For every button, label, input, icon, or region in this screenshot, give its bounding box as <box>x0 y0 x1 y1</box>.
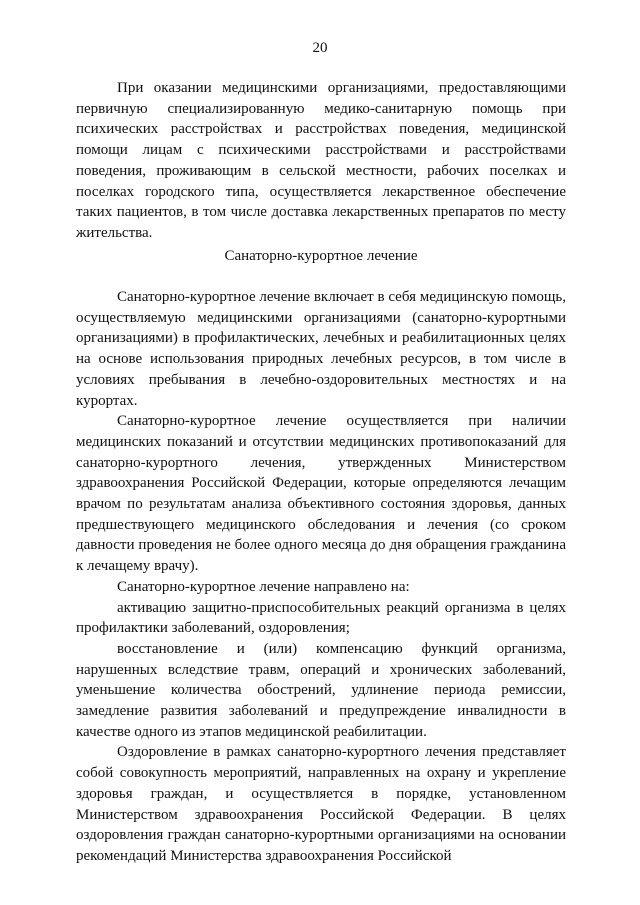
paragraph-health-improvement: Оздоровление в рамках санаторно-курортного лечения представляет собой совокупность мероприятий, направленных на охрану и укрепление здоровья граждан, и осуществляется в порядке, установленном Министерством здравоохранения Российской Федерации. В целях оздоровления граждан санаторно-курортными организациями на основании рекомендаций Министерства здравоохранения Российской <box>76 744 566 864</box>
paragraph-aim-restoration: восстановление и (или) компенсацию функций организма, нарушенных вследствие травм, операций и хронических заболеваний, уменьшение количества обострений, удлинение периода ремиссии, замедление развития заболеваний и предупреждение инвалидности в качестве одного из этапов медицинской реабилитации. <box>76 640 566 740</box>
paragraph-sanatorium-conditions: Санаторно-курортное лечение осуществляется при наличии медицинских показаний и отсутствии медицинских противопоказаний для санаторно-курортного лечения, утвержденных Министерством здравоохранения Российской Федерации, которые определяются лечащим врачом по результатам анализа объективного состояния здоровья, данных предшествующего медицинского обследования и лечения (со сроком давности проведения не более одного месяца до дня обращения гражданина к лечащему врачу). <box>76 413 566 575</box>
paragraph-aim-activation: активацию защитно-приспособительных реакций организма в целях профилактики заболеваний, оздоровления; <box>76 599 566 637</box>
paragraph-sanatorium-definition: Санаторно-курортное лечение включает в себя медицинскую помощь, осуществляемую медицинскими организациями (санаторно-курортными организациями) в профилактических, лечебных и реабилитационных целях на основе использования природных лечебных ресурсов, в том числе в условиях пребывания в лечебно-оздоровительных местностях и на курортах. <box>76 289 566 409</box>
intro-paragraph: При оказании медицинскими организациями, предоставляющими первичную специализированную медико-санитарную помощь при психических расстройствах и расстройствах поведения, медицинской помощи лицам с психическими расстройствами и расстройствами поведения, проживающим в сельской местности, рабочих поселках и поселках городского типа, осуществляется лекарственное обеспечение таких пациентов, в том числе доставка лекарственных препаратов по месту жительства. <box>76 80 566 241</box>
intro-text-block <box>76 78 566 244</box>
paragraph-sanatorium-aims-intro: Санаторно-курортное лечение направлено на: <box>117 578 410 595</box>
section-heading: Санаторно-курортное лечение <box>224 248 418 264</box>
page-number: 20 <box>312 40 328 56</box>
section-text-block <box>76 287 566 867</box>
